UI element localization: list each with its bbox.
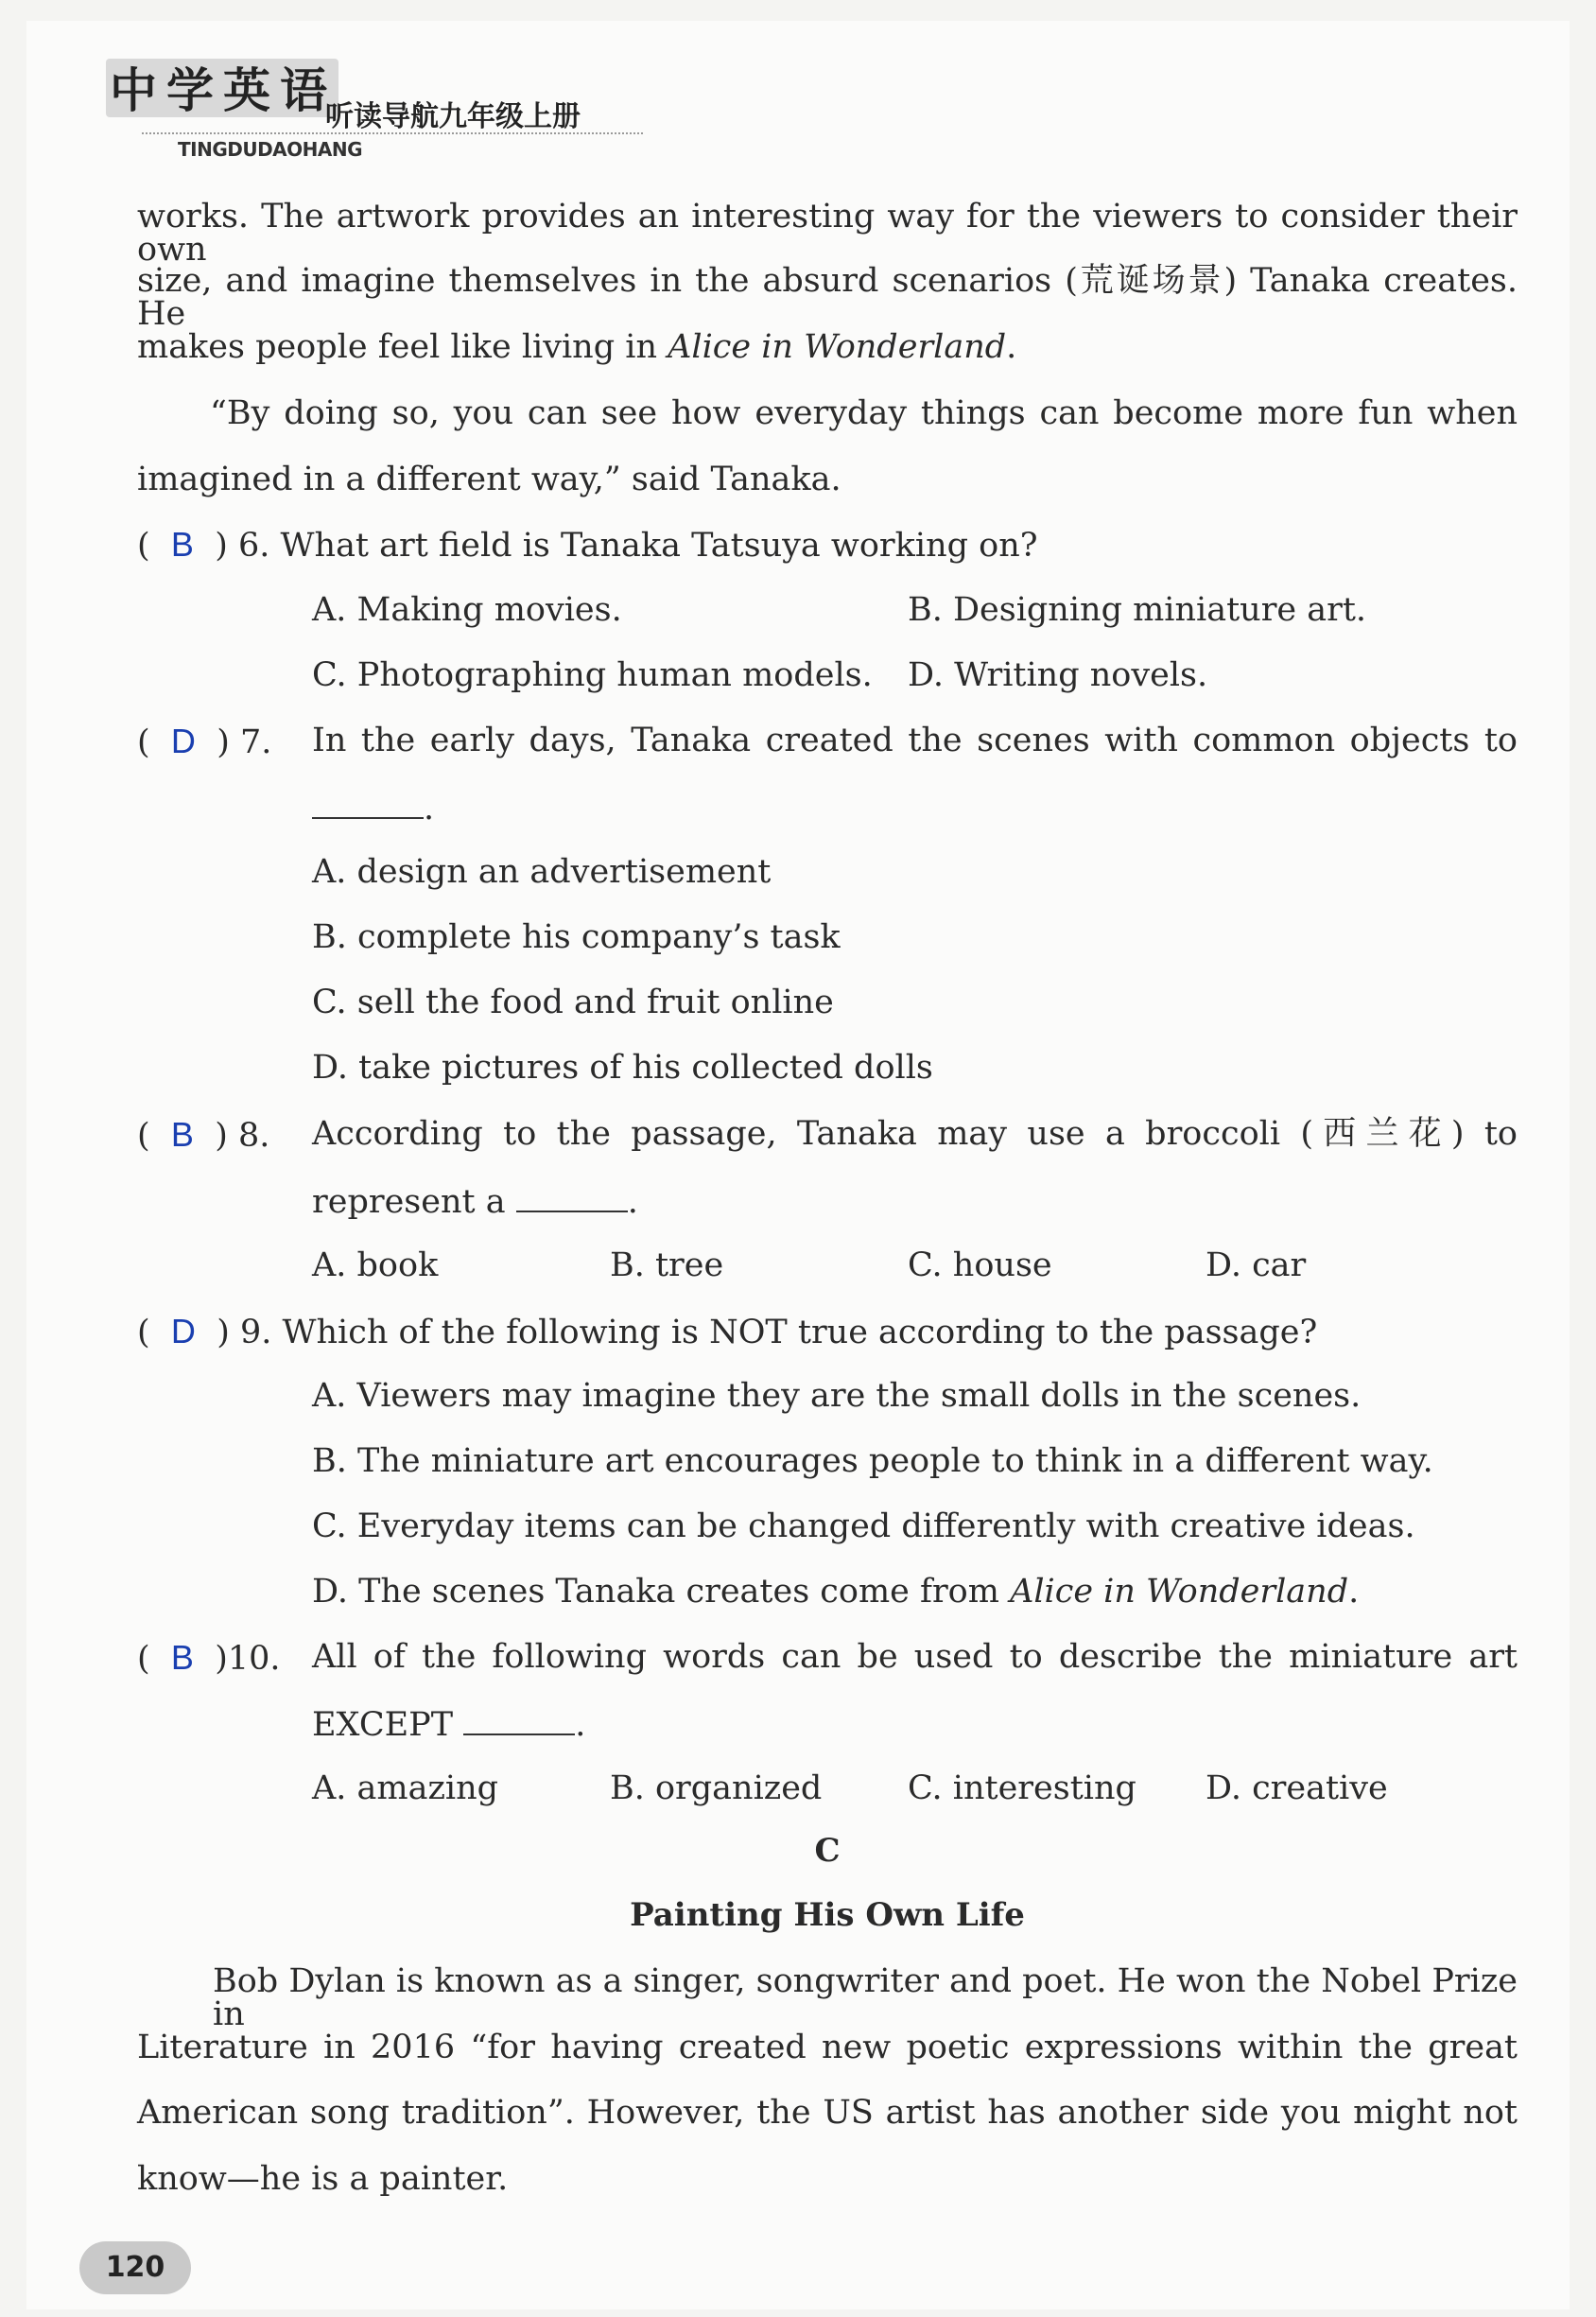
passage-line: imagined in a different way,” said Tanaka.	[137, 461, 841, 498]
option: A. book	[312, 1246, 439, 1284]
answer-9: D	[170, 1312, 196, 1350]
passage-line: American song tradition”. However, the US artist has another side you might not	[137, 2094, 1518, 2132]
question-7-marker: ( D ) 7.	[137, 722, 272, 761]
passage-line: works. The artwork provides an interesting way for the viewers to consider their own	[137, 198, 1518, 269]
option: C. interesting	[908, 1769, 1136, 1807]
passage-line: know—he is a painter.	[137, 2160, 509, 2198]
option: B. Designing miniature art.	[908, 591, 1367, 629]
question-8-marker: ( B ) 8.	[137, 1115, 270, 1155]
option: A. Making movies.	[312, 591, 622, 629]
option: B. complete his company’s task	[312, 918, 841, 956]
page-number: 120	[79, 2241, 191, 2294]
passage-line: size, and imagine themselves in the absurd scenarios (荒诞场景) Tanaka creates. He	[137, 262, 1518, 333]
option: C. sell the food and fruit online	[312, 984, 834, 1021]
header-divider	[142, 132, 643, 134]
answer-blank	[312, 791, 424, 819]
option: D. car	[1206, 1246, 1307, 1284]
option: C. Photographing human models.	[312, 656, 873, 694]
answer-blank	[516, 1184, 628, 1212]
question-7-blank: .	[312, 791, 434, 826]
option: A. Viewers may imagine they are the small dolls in the scenes.	[312, 1377, 1362, 1415]
option: A. amazing	[312, 1769, 499, 1807]
question-10-stem: All of the following words can be used to describe the miniature art	[312, 1638, 1518, 1676]
option: D. Writing novels.	[908, 656, 1208, 694]
passage-line: makes people feel like living in Alice in Wonderland.	[137, 328, 1017, 366]
question-9: ( D ) 9. Which of the following is NOT true according to the passage?	[137, 1312, 1318, 1351]
question-10-stem-cont: EXCEPT .	[312, 1706, 586, 1744]
passage-line: Literature in 2016 “for having created new poetic expressions within the great	[137, 2029, 1518, 2066]
question-10-marker: ( B )10.	[137, 1638, 281, 1678]
option: B. organized	[610, 1769, 823, 1807]
option: C. Everyday items can be changed differently with creative ideas.	[312, 1507, 1415, 1545]
passage-line: “By doing so, you can see how everyday things can become more fun when	[210, 394, 1518, 432]
option: A. design an advertisement	[312, 853, 772, 891]
option: D. The scenes Tanaka creates come from Alice in Wonderland.	[312, 1573, 1360, 1611]
answer-blank	[463, 1707, 575, 1735]
option: D. take pictures of his collected dolls	[312, 1049, 933, 1087]
section-title: Painting His Own Life	[630, 1896, 1025, 1934]
question-6: ( B ) 6. What art field is Tanaka Tatsuya working on?	[137, 525, 1038, 565]
answer-6: B	[170, 525, 194, 564]
section-letter: C	[814, 1832, 841, 1870]
book-subtitle: 听读导航九年级上册	[325, 100, 581, 133]
question-8-stem-cont: represent a .	[312, 1183, 638, 1221]
question-8-stem: According to the passage, Tanaka may use a broccoli (西兰花) to	[312, 1115, 1518, 1153]
option: B. tree	[610, 1246, 724, 1284]
passage-line: Bob Dylan is known as a singer, songwriter and poet. He won the Nobel Prize in	[213, 1962, 1518, 2033]
option: D. creative	[1206, 1769, 1388, 1807]
answer-10: B	[170, 1638, 194, 1677]
book-title: 中学英语	[110, 63, 337, 118]
question-7-stem: In the early days, Tanaka created the scenes with common objects to	[312, 722, 1518, 759]
option: C. house	[908, 1246, 1052, 1284]
answer-8: B	[170, 1115, 194, 1154]
answer-7: D	[170, 722, 196, 760]
header-pinyin: TINGDUDAOHANG	[178, 138, 363, 161]
option: B. The miniature art encourages people to think in a different way.	[312, 1442, 1433, 1480]
